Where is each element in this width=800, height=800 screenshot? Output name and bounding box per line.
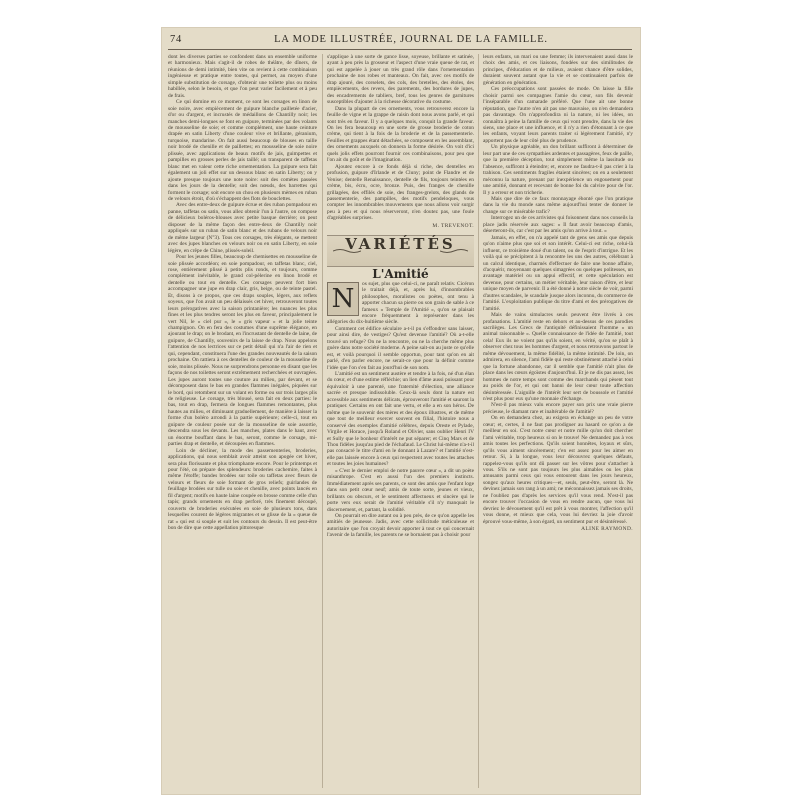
author-signature: ALINE RAYMOND. — [581, 526, 633, 533]
col2-paragraph: s'applique à une sorte de gance lisse, soyeuse, brillante et satinée, ayant à peu près la grosseur et l'aspect d'une vraie queue de rat, et qui est appelée à jouer un très grand rôle dans l'ornementation prochaine de nos robes et manteaux. On fait, avec ces motifs de drap ajouré, des corselets, des cols, des bretelles, des étoles, des empiècements, des revers, des parements, des bordures de jupes, des encadrements de tabliers, bref, tous les genres de garnitures susceptibles d'ajouter à la richesse décorative du costume. — [327, 54, 474, 106]
col3-paragraph: leurs enfants, un mari ou une femme; ils intervenaient aussi dans le choix des amis, et ces liaisons, fondées sur des similitudes de principes, d'éducation et de milieux, avaient chance d'être solides, duraient souvent autant que la vie et se continuaient parfois de génération en génération. — [483, 54, 633, 86]
column-divider-1 — [322, 54, 323, 788]
col1-paragraph: dont les diverses parties se confondent dans un ensemble uniforme et harmonieux. Mais s'agit-il de robes de théâtre, de dîners, de réunions de demi intimité, bien vite on revient à cette combinaison ingénieuse et pratique entre toutes, qui permet, au moyen d'une simple substitution de corsage, d'obtenir une toilette plus ou moins habillée, selon le besoin, et que l'on peut varier facilement et à peu de frais. — [168, 54, 317, 99]
col3-paragraph: Mais que dire de ce faux monnayage éhonté que l'on pratique dans la vie du monde sans même aujourd'hui tenter de donner le change sur ce misérable trafic? — [483, 195, 633, 215]
author-signature: M. TREVENOT. — [432, 222, 474, 229]
col2-paragraph: « C'est le dernier emploi de notre pauvre cœur », a dit un poète misanthrope. C'est en aussi l'un des premiers instincts. Immédiatement après ses parents, ce sont des amis que l'enfant loge dans son petit cœur neuf; amis de toute sorte, jeunes et vieux, brillants ou obscurs, et le sentiment affectueux et sincère qui le porte vers eux serait de l'amitié véritable s'il n'y manquait le discernement, et, partant, la solidité. — [327, 467, 474, 513]
col2-paragraph: On pourrait en dire autant ou à peu près, de ce qu'on appelle les amitiés de jeunesse. Jadis, avec cette sollicitude méticuleuse et autoritaire que l'on croyait devoir apporter à tout ce qui concernait l'avenir de la famille, les parents ne se bornaient pas à choisir pour — [327, 513, 474, 539]
col1-paragraph: Ce qui domine en ce moment, ce sont les corsages en linon de soie noire, avec empiècement de guipure blanche pailletée d'acier, d'or ou d'argent, et incrustés de médaillons de Chantilly noir; les manches demi-longues se font en guipure, terminées par des volants de mousseline de soie; et comme complément, une haute ceinture drapée en satin Liberty d'une couleur vive et brillante, géranium, turquoise, mandarine. On fait aussi beaucoup de blouses en taille noir brodé de chenille et de paillettes; en mousseline de soie noire plissée, avec applications de beaux motifs de jais, guimpettes et pampilles en grosses perles de jais taillé; un transparent de taffetas blanc met en valeur cette riche ornementation. La guipure sera fait également un joli effet sur un dessous blanc en satin Liberty; on y ajoute presque toujours une note noire: soit des comètes passées dans les jours de la dentelle; soit des nœuds, des barrettes qui forment le corsage; soit encore un chou en plusieurs mèmes en ruban de velours étroit, d'où s'échappent des flots de bouclettes. — [168, 99, 317, 202]
col2-paragraph: Comment cet édifice séculaire a-t-il pu s'effondrer sans laisser, pour ainsi dire, de vestiges? Qu'est devenue l'amitié? Où a-t-elle trouvé un refuge? On ne la rencontre, ou ne la cherche même plus guère dans notre société moderne. A peine sait-on au juste ce qu'elle est, et voilà pourquoi il semble opportun, pour tant qu'on en ait parlé, d'en parler encore, ne serait-ce que pour la définir comme l'idée que l'on s'en fait au jourd'hui de son nom. — [327, 325, 474, 371]
column-1 — [168, 54, 317, 790]
col2-paragraph: os sujet, plus que celui-ci, ne paraît relativ. Cicéron le traitait déjà, et, après lui, d'innombrables philosophes, moralistes ou poètes, ont tenu à apporter chacun sa pierre ou son grain de sable à ce fameux « Temple de l'Amitié », qu'on se plaisait encore fréquemment à représenter dans les allégories du dix-huitième siècle. — [327, 280, 474, 326]
column-2 — [327, 54, 474, 790]
col3-paragraph: Mais de vains simulacres seuls peuvent être livrés à ces profanations. L'amitié reste en dehors et au-dessus de ces parodies sacrilèges. Les Grecs de l'antiquité définissaient l'homme « un animal raisonnable ». Quelle connaissance de l'idée de l'amitié, tout cela! Eux ils ne voient pas qu'ils soient, en vérité, qu'on se plaît à observer chez tous les hommes d'argent, et nous retrouvons partout le même dévouement, la même fidélité, la même intimité. De loin, on admirera, en silence, l'ami fidèle qui reste obstinément attaché à celui que la fortune abandonne, car il semble que l'amitié n'ait plus de place dans les cœurs égoïstes d'aujourd'hui. Et je ne dis pas assez, les hommes de notre temps sont comme des marchands qui pèsent tout au poids de l'or, et qui ont banni de leur cœur toute affection désintéressée. L'aiguille de l'intérêt leur sert de boussole et l'amitié n'est plus pour eux qu'une monnaie d'échange. — [483, 312, 633, 403]
drop-cap-frame — [327, 282, 359, 316]
col2-paragraph: L'amitié est un sentiment austère et tendre à la fois, né d'un élan du cœur, et d'une estime réfléchie; un lien d'âme aussi puissant pour équivaloir à une parenté, une fraternité d'élection, une alliance sacrée et presque indissoluble. Ceux-là seuls dont la nature est accessible aux sentiments délicats, éprouveront l'amitié et sauront la pratiquer. Certains en ont fait une vertu, et elle a en son héros. De même que le souvenir des mères et des époux illustres, et de même que tout de meilleur exercer souvent en filial, l'histoire nous a conservé des exemples d'amitié célèbres, depuis Oreste et Pylade, Virgile et Horace, jusqu'à Roland et Olivier, sans oublier Henri IV et Sully que le bonheur d'intérêt ne put séparer; et Cinq Mars et de Thou fidèles jusqu'au pied de l'échafaud. Le Christ lui-même n'a-t-il pas consacré le titre d'ami en le donnant à Lazare? et l'amitié n'est-elle pas laissée encore à ceux qui respectent avec toutes les attaches et toutes les joies humaines? — [327, 371, 474, 468]
running-head — [170, 34, 630, 50]
column-3 — [483, 54, 633, 790]
journal-title: LA MODE ILLUSTRÉE, JOURNAL DE LA FAMILLE. — [274, 34, 548, 45]
col3-paragraph: Interrogez un de ces arrivistes qui foisonnent dans nos conseils la place jadis réservée aux sages: « Il faut avoir beaucoup d'amis, déserteront-ils, car c'est par les amis qu'on arrive à tout. » — [483, 215, 633, 235]
page-number: 74 — [170, 34, 183, 45]
article-title: L'Amitié — [372, 267, 429, 282]
col3-paragraph: Un physique agréable, un don brillant suffiront à déterminer de leur part une de ces sympathies ardentes et passagères, feux de paille, que la première déception, tout simplement même la lassitude ou l'absence, suffiront à éteindre; et, encore ne faudra-t-il pas crier à la trahison. Ces sentiments fragiles étaient sincères; on en a seulement méconnu la nature, prenant par inexpérience un engouement pour une amitié, donnant et recevant de bonne foi du calvire pour de l'or. Il y a erreur et non tricherie. — [483, 144, 633, 196]
ornament-right-icon — [440, 248, 468, 254]
col3-paragraph: N'est-il pas mieux valu encore payer son prix une vraie pierre précieuse, le diamant rare et inaltérable de l'amitié? — [483, 402, 633, 415]
column-divider-2 — [478, 54, 479, 788]
col2-paragraph: Dans la plupart de ces ornements, vous retrouverez encore la feuille de vigne et la grappe de raisin dont nous avons parlé, et qui sont très en faveur. Il y a quelques mois, conquit la grande faveur. On les fera beaucoup en une sorte de grosse broderie de coton crème, qui tient à la fois de la broderie et de la passementerie. Feuilles et grappes étant détachées, se composent en les assemblant, des ornements auxquels on donnera la forme désirée. On voit d'ici quels jolis effets pourront fournir ces combinaisons, pour peu que l'on ait du goût et de l'imagination. — [327, 105, 474, 164]
col3-paragraph: Jamais, en effet, on n'a appelé tant de gens ses amis que depuis qu'on n'aime plus que soi et son intérêt. Celui-ci est riche, celui-là influent, ce troisième doué d'un talent, ou de l'esprit d'intrigue. Et les voilà qui se précipitent à la rencontre les uns des autres, célébrant à un calcul identique, charmés d'effectuer de faire une bonne affaire, d'acquérir, moyennant quelques simagrées ou quelques politesses, un avantage matériel ou un appui effectif, et cette spéculation est devenue, pour certains, un métier véritable, leur raison d'être, et leur unique moyen de parvenir. Il a été donné à notre siècle de voir, parmi d'autres scandales, le scandale jusque alors inconnu, du commerce de l'amitié. L'exploitation publique du titre d'ami et des prérogatives de l'amitié. — [483, 234, 633, 312]
col1-paragraph: Pour les jeunes filles, beaucoup de chemisettes en mousseline de soie plissée accordéon; en soie pompadour, en taffetas blanc, ciel, rose, entièrement plissé à petits plis ronds, et toujours, comme complément inévitable, le grand col-pèlerine en linon brodé et dentelle ou tout en dentelle. Ces corsages peuvent fort bien accompagner une jupe en drap clair, gris, beige, ou de teinte pastel. Et, disons à ce propos, que ces draps souples, légers, aux reflets soyeux, que l'on avait un peu délaissés cet hiver, retrouveront toutes leurs prérogatives avec la saison printanière; les nuances les plus fines et les plus tendres seront les plus en faveur, principalement le vert Nil, le « ciel pur », le « gris vapeur » et la jolie teinte champignon. On en fera des costumes d'une suprême élégance, en ajourant le drap; on le brodant, en l'incrustant de dentelle de laine, de guipure, de Chantilly, souvenirs de la laisse de drap. Nous appelons l'attention de nos lectrices sur ce petit détail qui n'a l'air de rien et qui, cependant, constituera l'une des grandes nouveautés de la saison prochaine. On rattiera à ces dentelles de couleur de la mousseline de soie, moins plissée. Nous ne surprendrons personne en disant que les façons de nos toilettes seront extrêmement recherchées et ouvragées. Les jupes auront toutes une couture au milieu, par devant, et se décomposent dans le bas en grandes flammes inégales, piquées sur le bord, qui retombent sur un volant en forme ou sur trois larges plis de religieuse. Le corsage, très blousé, sera fait en deux parties: le bas, tout en drap, fermera de longues flammes remontantes, plus hautes au milieu, et diminuant graduellement, de manière à laisser la forme d'un boléro arrondi à la partie supérieure; celle-ci, tout en guipure de couleur posée sur de la mousseline de soie assortie, descendra sous les devants. Les manches, plates dans le haut, avec un énorme bouffant dans le bas, seront, comme le corsage, mi-parties drap et dentelle, et découpées en flammes. — [168, 254, 317, 448]
section-title: VARIÉTÉS — [345, 235, 456, 254]
col2-paragraph: Ajoutez encore à ce fonds déjà si riche, des dentelles en profusion, guipure d'Irlande et de Cluny; point de Flandre et de Venise; dentelle Renaissance, dentelle de fils, toujours teintées en crème, bis, écru, ocre, bronze. Puis, des franges de chenille grillagées, des effilés de soie, des franges-grelots, des glands de passementerie, des pampilles, des motifs pendeloques, vous compter les innombrables mouvements que nous allons voir surgir peu à peu et qui nous réserveront, n'en doutez pas, une foule d'agréables surprises. — [327, 163, 474, 222]
newspaper-page — [162, 28, 640, 794]
col1-paragraph: Loin de décliner, la mode des passementeries, broderies, applications, qui nous semblait avoir atteint son apogée cet hiver, sera plus florissante et plus triomphante encore. Pour le printemps et pour l'été, on prépare des splendeurs: broderies cachemire, faites à même l'étoffe; bandes brodées sur toile ou taffetas avec fleurs de velours et fleurs de soie formant de gros reliefs; guirlandes de feuillage brodées sur tulle ou soie et chenille, avec points lancés en fil d'argent; motifs en haute laine coupée en brosse comme celle d'un tapis; grands ornements en drap perforé, très finement découpé, couverts de broderies exécutées en soie de plusieurs tons, dans lesquelles courent de légères migrantes et se glisse de la « queue de rat » qui est si souple et suit les contours du dessin. Il est peut-être bon de dire que cette appellation pittoresque — [168, 447, 317, 532]
header-rule — [168, 49, 632, 50]
drop-cap-letter: N — [331, 283, 355, 314]
col3-paragraph: On en demandera chez, au exigera en échange un peu de votre cœur; et, certes, il ne faut pas prodiguer au hasard ce qu'on a de meilleur en soi. C'est notre cœur et notre mille qu'on doit chercher l'ami véritable, trop heureux si on le trouve! Ne demandez pas à vos amis toutes les perfections. Qu'ils soient honnêtes, loyaux et sûrs, qu'ils vous aiment sincèrement; c'en est assez pour les aimer en retour. Si, à la longue, vous leur découvrez quelques défauts, rappelez-vous qu'ils ont dû passer sur les vôtres pour s'attacher à vous. S'ils ne sont pas toujours les plus aimables ou les plus amusants parmi ceux qui vous entourent dans les jours heureux, songez qu'aux heures critiques—et, seuls, peut-être, seront là. Ne devinez jamais son rang à un ami; ne méconnaissez jamais ses droits, ne l'oubliez pas d'après les services qu'il vous rend. N'est-il pas encore trouver l'occasion de vous en rendre aucun, que vous lui devriez le dévouement qu'il est prêt à vous montrer, l'affection qu'il vous donne, et mieux que cela, vous lui devriez la joie d'avoir éprouvé vous-même, à son égard, un sentiment pur et désintéressé. — [483, 415, 633, 525]
section-banner — [327, 235, 474, 267]
col1-paragraph: Avec des entre-deux de guipure écrue et des ruban pompadour en panne, taffetas ou satin, vous allez obtenir l'un à l'autre, on compose de délicieux boléros-blouses avec petite basque derrière; on peut disposer de la même façon des entre-deux de Chantilly noir appliqués sur un ruban de satin blanc et des rubans de velours noir de même largeur (N°3). Tous ces corsages, très élégants, se mettent avec des jupes blanches en velours noir ou en satin Liberty, en soie légère, en crêpe de Chine, plissés-soleil. — [168, 202, 317, 254]
col3-paragraph: Ces préoccupations sont passées de mode. On laisse la fille choisir parmi ses compagnes l'amie du cœur, son fils devenir l'inséparable d'un camarade préféré. Que l'une ait une bonne réputation, que l'autre n'en ait pas une mauvaise, on n'en demandera pas davantage. On n'approfondira ni la nature, ni les idées, on connaîtra à peine la famille de ceux qui vont prendre, dans la vie des siens, une place et une influence, et il n'y a rien d'étonnant à ce que les enfants, voyant leurs parents traiter si légèrement l'amitié, n'y apportent pas de leur côté plus de prudence. — [483, 86, 633, 144]
